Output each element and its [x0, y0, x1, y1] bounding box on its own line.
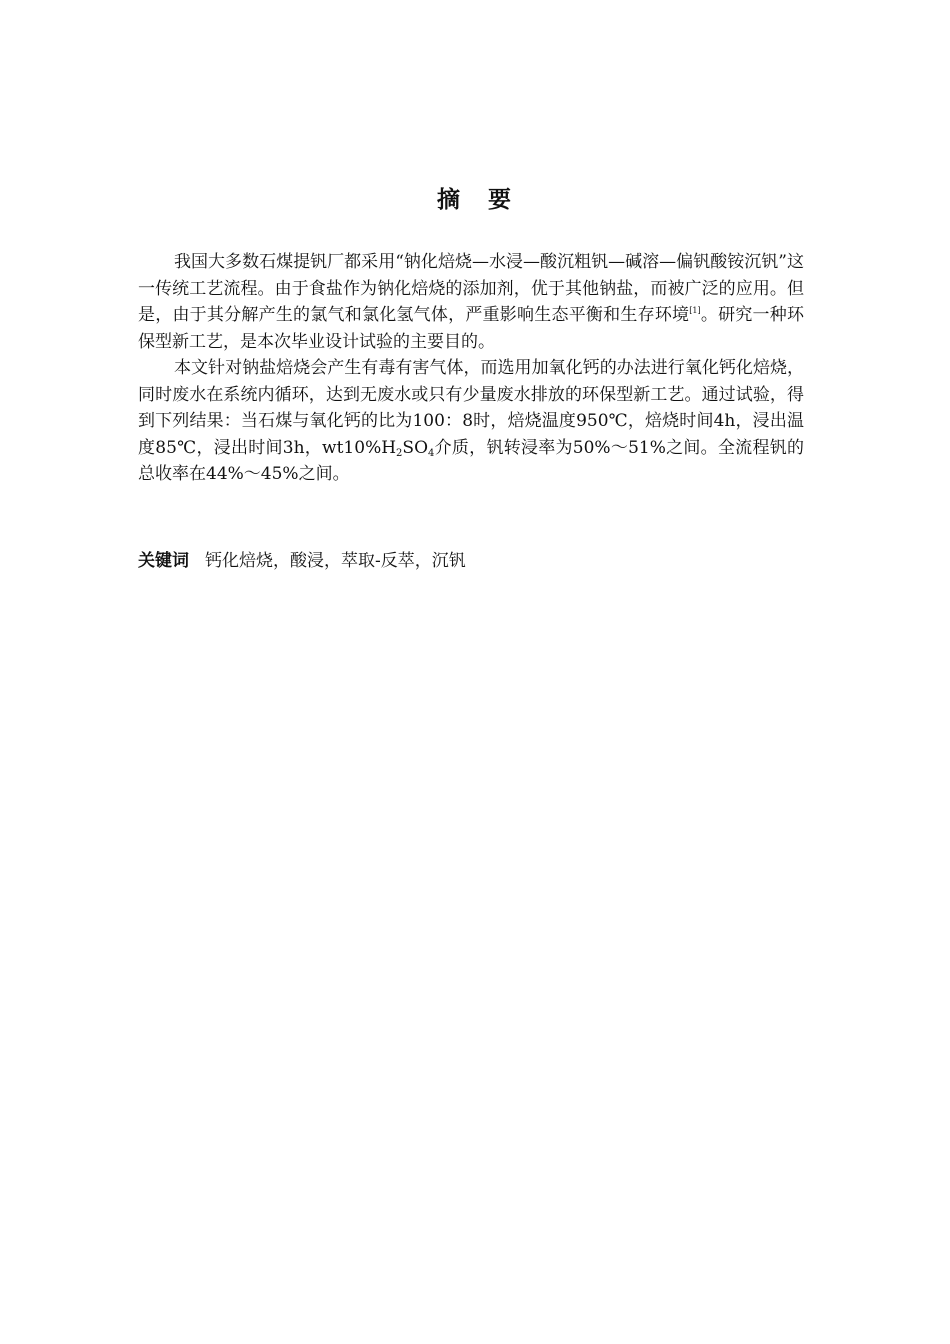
- abstract-title: [0, 183, 950, 217]
- keywords-line: [138, 548, 466, 574]
- abstract-paragraph-2: [138, 355, 804, 488]
- keywords-text: 钙化焙烧，酸浸，萃取-反萃，沉钒: [205, 551, 466, 571]
- paragraph-2-text: 本文针对钠盐焙烧会产生有毒有害气体，而选用加氧化钙的办法进行氧化钙化焙烧，同时废水在系统内循环，达到无废水或只有少量废水排放的环保型新工艺。通过试验，得到下列结果：当石煤与氧化钙的比为100：8时，焙烧温度950℃，焙烧时间4h，浸出温度85℃，浸出时间3h，wt10%H: [138, 358, 804, 458]
- abstract-paragraph-1: [138, 249, 804, 355]
- formula-subscript-2: 2: [396, 447, 403, 459]
- paragraph-1-text-end: 。研究一种环保型新工艺，是本次毕业设计试验的主要目的。: [138, 305, 805, 352]
- title-char-2: 要: [488, 187, 513, 213]
- citation-ref: [1]: [689, 306, 701, 315]
- paragraph-2-text-end: 介质，钒转浸率为50%～51%之间。全流程钒的总收率在44%～45%之间。: [138, 437, 804, 484]
- formula-subscript-4: 4: [428, 447, 435, 459]
- formula-so: SO: [402, 437, 429, 458]
- abstract-body: [138, 249, 804, 488]
- paragraph-1-text: 我国大多数石煤提钒厂都采用“钠化焙烧—水浸—酸沉粗钒—碱溶—偏钒酸铵沉钒”这一传统工艺流程。由于食盐作为钠化焙烧的添加剂，优于其他钠盐，而被广泛的应用。但是，由于其分解产生的氯气和氯化氢气体，严重影响生态平衡和生存环境: [138, 252, 804, 325]
- title-char-1: 摘: [437, 187, 462, 213]
- keywords-label: 关键词: [138, 551, 189, 571]
